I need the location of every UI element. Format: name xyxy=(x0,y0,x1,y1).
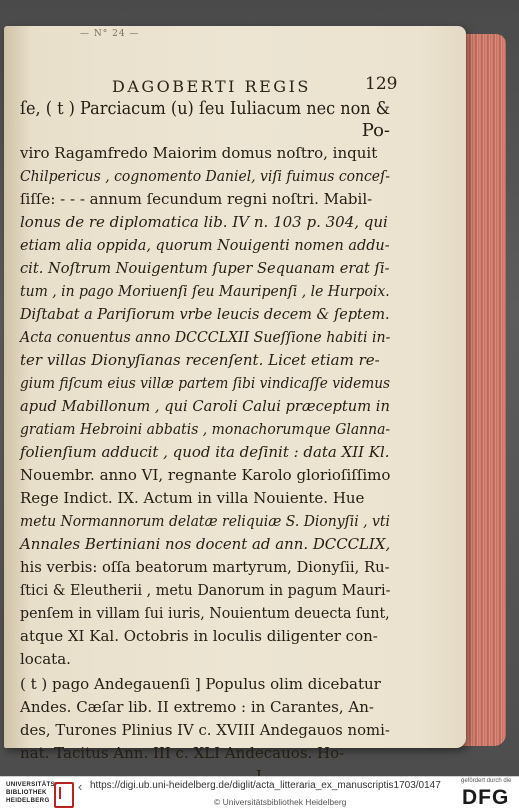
text-line: Andes. Cæſar lib. II extremo : in Carantes, An- xyxy=(20,698,374,716)
text-line: nat. Tacitus Ann. III c. XLI Andecauos. Ho- xyxy=(20,744,345,762)
logo-line: BIBLIOTHEK xyxy=(6,789,47,796)
running-head: DAGOBERTI REGIS xyxy=(112,77,311,96)
text-line: Chilpericus , cognomento Daniel, viſi fuimus conceſ- xyxy=(20,167,390,185)
text-line: Acta conuentus anno DCCCLXII Sueſſione habiti in- xyxy=(20,328,391,346)
text-line: des, Turones Plinius IV c. XVIII Andegauos nomi- xyxy=(20,721,390,739)
logo-line: HEIDELBERG xyxy=(6,797,50,804)
university-library-logo[interactable] xyxy=(6,781,58,809)
text-line: Nouembr. anno VI, regnante Karolo glorioſiſſimo xyxy=(20,466,391,484)
page-top-stub: — N° 24 — xyxy=(80,29,140,39)
text-line: viro Ragamfredo Maiorim domus noſtro, inquit xyxy=(20,144,378,162)
text-line: lonus de re diplomatica lib. IV n. 103 p. 304, qui xyxy=(20,213,388,231)
text-line: cit. Noſtrum Nouigentum ſuper Sequanam erat ſi- xyxy=(20,259,390,277)
text-line: ( t ) pago Andegauenſi ] Populus olim dicebatur xyxy=(20,675,381,693)
logo-line: UNIVERSITÄTS- xyxy=(6,781,58,788)
text-line: etiam alia oppida, quorum Nouigenti nomen addu- xyxy=(20,236,390,254)
text-line: gratiam Hebroini abbatis , monachorumque Glanna- xyxy=(20,420,391,438)
text-line: penſem in villam ſui iuris, Nouientum deuecta ſunt, xyxy=(20,604,390,622)
text-line: Rege Indict. IX. Actum in villa Nouiente. Hue xyxy=(20,489,365,507)
dfg-funded-label: gefördert durch die xyxy=(461,778,512,784)
text-line: Annales Bertiniani nos docent ad ann. DCCCLIX, xyxy=(20,535,391,553)
text-line: locata. xyxy=(20,650,71,668)
text-line: tum , in pago Moriuenſi ſeu Mauripenſi , le Hurpoix. xyxy=(20,282,390,300)
text-line: ſe, ( t ) Parciacum (u) ſeu Iuliacum nec non & xyxy=(20,98,391,119)
dfg-logo[interactable]: DFG xyxy=(462,786,510,809)
copyright-notice: © Universitätsbibliothek Heidelberg xyxy=(214,797,347,807)
text-line: his verbis: oſſa beatorum martyrum, Dionyſii, Ru- xyxy=(20,558,390,576)
page-number: 129 xyxy=(365,74,398,94)
text-line: gium fiſcum eius villæ partem ſibi vindicaſſe videmus xyxy=(20,374,391,392)
university-seal-icon xyxy=(54,782,74,808)
back-arrow-icon[interactable]: ‹ xyxy=(78,779,83,794)
footer-bar xyxy=(0,776,519,812)
text-line: ter villas Dionyſianas recenſent. Licet etiam re- xyxy=(20,351,380,369)
text-line: folienſium adducit , quod ita deſinit : data XII Kl. xyxy=(20,443,390,461)
permalink-url[interactable]: https://digi.ub.uni-heidelberg.de/diglit/acta_litteraria_ex_manuscriptis1703/0147 xyxy=(90,780,441,791)
text-line: metu Normannorum delatæ reliquiæ S. Dionyſii , vti xyxy=(20,512,390,530)
text-line: ſtici & Eleutherii , metu Danorum in pagum Mauri- xyxy=(20,581,391,599)
text-line: Po- xyxy=(361,120,390,141)
text-line: atque XI Kal. Octobris in loculis diligenter con- xyxy=(20,627,378,645)
text-line: ſiſſe: - - - annum ſecundum regni noſtri. Mabil- xyxy=(20,190,373,208)
text-line: apud Mabillonum , qui Caroli Calui præceptum in xyxy=(20,397,390,415)
text-line: Diſtabat a Pariſiorum vrbe leucis decem & ſeptem. xyxy=(20,305,390,323)
